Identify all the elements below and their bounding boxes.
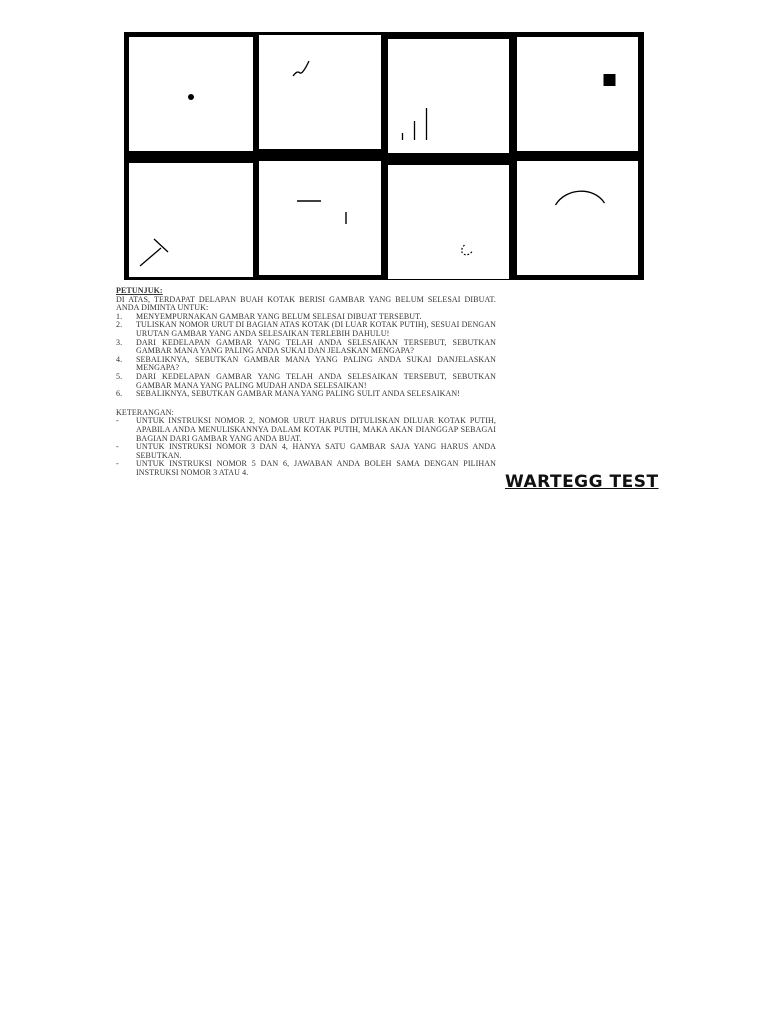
drawing-box-1[interactable] — [129, 37, 253, 151]
instruction-number: 1. — [116, 311, 123, 321]
instruction-item-4 — [116, 356, 496, 373]
wavy-line-stimulus — [259, 35, 383, 149]
drawing-box-5[interactable] — [129, 163, 253, 277]
drawing-box-6[interactable] — [259, 161, 381, 275]
instruction-item-2 — [116, 321, 496, 338]
instruction-item-5 — [116, 373, 496, 390]
notes-list — [116, 417, 496, 477]
note-item-2 — [116, 443, 496, 460]
page-title: WARTEGG TEST — [505, 472, 659, 492]
keterangan-heading: KETERANGAN: — [116, 407, 174, 417]
perpendicular-lines-stimulus — [129, 163, 253, 277]
black-square-stimulus — [517, 37, 641, 151]
drawing-box-4[interactable] — [517, 37, 638, 151]
dotted-arc-stimulus — [388, 165, 512, 279]
drawing-box-3[interactable] — [388, 39, 509, 153]
large-arc-stimulus — [517, 161, 641, 275]
instruction-number: 4. — [116, 354, 123, 364]
instruction-number: 3. — [116, 337, 123, 347]
instruction-text: SEBALIKNYA, SEBUTKAN GAMBAR MANA YANG PALING SULIT ANDA SELESAIKAN! — [136, 389, 460, 399]
instruction-item-6 — [116, 390, 496, 399]
wartegg-box-grid — [124, 32, 644, 280]
instruction-text: MENYEMPURNAKAN GAMBAR YANG BELUM SELESAI DIBUAT TERSEBUT. — [136, 311, 422, 321]
instruction-text: SEBALIKNYA, SEBUTKAN GAMBAR MANA YANG PALING ANDA SUKAI DANJELASKAN MENGAPA? — [136, 354, 496, 373]
note-text: UNTUK INSTRUKSI NOMOR 3 DAN 4, HANYA SATU GAMBAR SAJA YANG HARUS ANDA SEBUTKAN. — [136, 442, 496, 460]
note-text: UNTUK INSTRUKSI NOMOR 5 DAN 6, JAWABAN ANDA BOLEH SAMA DENGAN PILIHAN INSTRUKSI NOMOR 3 ATAU 4. — [136, 459, 496, 477]
petunjuk-intro: DI ATAS, TERDAPAT DELAPAN BUAH KOTAK BERISI GAMBAR YANG BELUM SELESAI DIBUAT. ANDA DIMINTA UNTUK: — [116, 294, 496, 313]
note-item-3 — [116, 460, 496, 477]
dot-stimulus — [129, 37, 253, 151]
drawing-box-2[interactable] — [259, 35, 381, 149]
instruction-item-3 — [116, 339, 496, 356]
note-dash: - — [116, 459, 119, 469]
instruction-text: TULISKAN NOMOR URUT DI BAGIAN ATAS KOTAK (DI LUAR KOTAK PUTIH), SESUAI DENGAN URUTAN GAMBAR YANG ANDA SELESAIKAN TERLEBIH DAHULU! — [136, 320, 496, 338]
note-dash: - — [116, 416, 119, 426]
note-dash: - — [116, 442, 119, 452]
drawing-box-7[interactable] — [388, 165, 509, 279]
instruction-number: 6. — [116, 389, 123, 399]
note-text: UNTUK INSTRUKSI NOMOR 2, NOMOR URUT HARUS DITULISKAN DILUAR KOTAK PUTIH, APABILA ANDA MENULISKANNYA DALAM KOTAK PUTIH, MAKA AKAN DIANGGAP SEBAGAI BAGIAN DARI GAMBAR YANG ANDA BUAT. — [136, 416, 496, 443]
note-item-1 — [116, 417, 496, 443]
instructions-block — [116, 287, 496, 477]
instruction-text: DARI KEDELAPAN GAMBAR YANG TELAH ANDA SELESAIKAN TERSEBUT, SEBUTKAN GAMBAR MANA YANG PALING ANDA SUKAI DAN JELASKAN MENGAPA? — [136, 337, 496, 356]
drawing-box-8[interactable] — [517, 161, 638, 275]
petunjuk-heading: PETUNJUK: — [116, 286, 163, 295]
instruction-number: 2. — [116, 320, 123, 330]
instruction-text: DARI KEDELAPAN GAMBAR YANG TELAH ANDA SELESAIKAN TERSEBUT, SEBUTKAN GAMBAR MANA YANG PALING MUDAH ANDA SELESAIKAN! — [136, 371, 496, 390]
instruction-list — [116, 313, 496, 399]
ascending-lines-stimulus — [388, 39, 512, 153]
instruction-number: 5. — [116, 371, 123, 381]
separated-lines-stimulus — [259, 161, 383, 275]
